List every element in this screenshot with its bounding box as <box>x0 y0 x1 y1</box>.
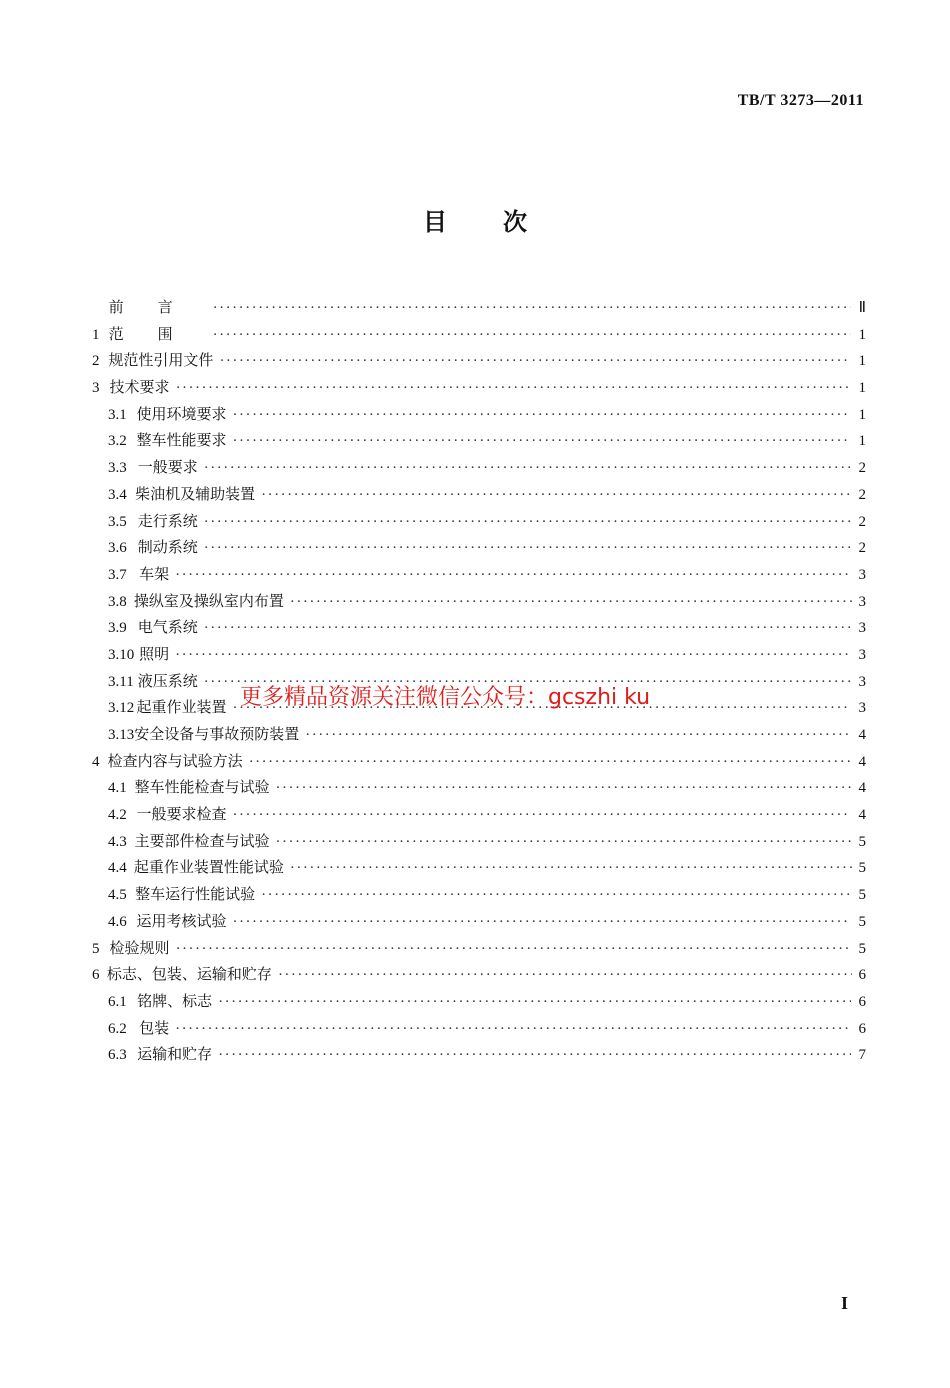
toc-leader-dots <box>276 780 852 797</box>
toc-entry[interactable] <box>92 323 866 350</box>
toc-entry-page: 1 <box>858 380 866 397</box>
watermark-text: 更多精品资源关注微信公众号：gcszhi ku <box>240 685 651 710</box>
toc-entry-number: 6.1 <box>108 993 127 1010</box>
toc-leader-dots <box>218 994 851 1011</box>
toc-entry-number: 3.10 <box>108 646 135 663</box>
toc-entry[interactable] <box>92 590 866 617</box>
toc-entry-label: 范围 <box>108 324 207 343</box>
toc-entry-page: 1 <box>858 406 866 423</box>
toc-leader-dots <box>204 540 851 557</box>
toc-entry-number: 4.4 <box>108 860 127 877</box>
toc-entry-label: 整车性能检查与试验 <box>134 778 270 797</box>
toc-entry[interactable] <box>92 536 866 563</box>
toc-leader-dots <box>219 353 851 370</box>
toc-entry-label: 整车运行性能试验 <box>135 885 256 904</box>
toc-leader-dots <box>305 727 852 744</box>
toc-entry-label: 车架 <box>139 564 170 583</box>
toc-entry[interactable] <box>92 403 866 430</box>
page-number: I <box>840 1293 848 1313</box>
toc-entry-number: 4.6 <box>108 913 127 930</box>
toc-leader-dots <box>290 594 852 611</box>
toc-entry-label: 整车性能要求 <box>136 431 227 450</box>
toc-leader-dots <box>232 914 851 931</box>
toc-entry-page: 1 <box>858 353 866 370</box>
toc-entry-label: 标志、包装、运输和贮存 <box>106 965 272 984</box>
toc-entry-label: 包装 <box>139 1018 170 1037</box>
toc-entry-page: 4 <box>858 807 866 824</box>
toc-entry-label: 照明 <box>139 644 170 663</box>
toc-entry-number: 2 <box>92 353 100 370</box>
toc-entry[interactable] <box>92 776 866 803</box>
toc-entry-number: 3.7 <box>108 566 127 583</box>
toc-entry-label: 主要部件检查与试验 <box>134 831 270 850</box>
toc-entry-number: 4.1 <box>108 780 127 797</box>
toc-entry-label: 规范性引用文件 <box>108 351 214 370</box>
toc-entry-number: 3 <box>92 380 100 397</box>
toc-entry-number: 6.2 <box>108 1020 127 1037</box>
toc-entry-page: 3 <box>858 673 867 690</box>
toc-entry-number: 6.3 <box>108 1047 127 1064</box>
toc-entry-label: 柴油机及辅助装置 <box>135 484 256 503</box>
toc-entry-page: 2 <box>858 513 867 530</box>
toc-entry-number: 5 <box>92 940 100 957</box>
toc-entry-page: 3 <box>858 620 867 637</box>
toc-entry-page: 4 <box>858 780 866 797</box>
toc-leader-dots <box>249 754 852 771</box>
toc-leader-dots <box>175 647 850 664</box>
toc-entry-number: 3.11 <box>108 673 134 690</box>
toc-entry-number: 3.12 <box>108 700 135 717</box>
toc-entry-number: 3.8 <box>108 593 127 610</box>
toc-entry[interactable] <box>92 750 866 777</box>
toc-entry-number: 3.9 <box>108 620 127 637</box>
toc-leader-dots <box>261 487 852 504</box>
toc-entry[interactable] <box>92 429 866 456</box>
toc-leader-dots <box>176 941 851 958</box>
toc-leader-dots <box>213 327 851 344</box>
toc-entry-number: 3.3 <box>108 460 127 477</box>
toc-entry[interactable] <box>92 963 866 990</box>
toc-entry[interactable] <box>92 563 866 590</box>
toc-entry-page: 6 <box>858 1020 866 1037</box>
toc-entry-label: 液压系统 <box>137 671 198 690</box>
toc-entry[interactable] <box>92 856 866 883</box>
toc-entry[interactable] <box>92 1043 866 1070</box>
toc-entry-number: 4 <box>92 753 100 770</box>
toc-entry[interactable] <box>92 830 866 857</box>
toc-entry-label: 运用考核试验 <box>136 911 227 930</box>
toc-title <box>0 202 950 237</box>
toc-entry-number: 3.4 <box>108 486 127 503</box>
toc-entry-label: 技术要求 <box>109 378 170 397</box>
toc-entry[interactable] <box>92 376 866 403</box>
toc-leader-dots <box>213 300 851 317</box>
toc-leader-dots <box>175 567 850 584</box>
toc-leader-dots <box>232 407 851 424</box>
toc-entry-page: 5 <box>858 940 866 957</box>
toc-leader-dots <box>290 860 852 877</box>
toc-leader-dots <box>218 1047 851 1064</box>
toc-entry-label: 一般要求 <box>137 458 198 477</box>
toc-entry-page: 5 <box>858 887 866 904</box>
toc-entry-label: 检查内容与试验方法 <box>107 751 243 770</box>
toc-entry-page: 2 <box>858 486 866 503</box>
toc-entry[interactable] <box>92 349 866 376</box>
toc-entry-page: 1 <box>858 326 866 343</box>
toc-entry[interactable] <box>92 723 866 750</box>
toc-entry-number: 3.6 <box>108 540 127 557</box>
toc-entry-number: 6 <box>92 967 100 984</box>
toc-entry-number: 3.13 <box>108 727 135 743</box>
toc-entry-page: 4 <box>858 727 866 743</box>
toc-entry-page: 4 <box>858 753 866 770</box>
toc-entry-label: 起重作业装置 <box>136 698 227 717</box>
toc-entry[interactable] <box>92 296 866 323</box>
toc-entry-label: 检验规则 <box>109 938 170 957</box>
toc-entry-page: Ⅱ <box>858 300 866 316</box>
toc-entry[interactable] <box>92 883 866 910</box>
toc-entry-number: 4.5 <box>108 887 127 904</box>
toc-entry-page: 3 <box>858 566 866 583</box>
toc-leader-dots <box>204 514 851 531</box>
toc-entry[interactable] <box>92 910 866 937</box>
toc-leader-dots <box>261 887 852 904</box>
toc-entry-label: 起重作业装置性能试验 <box>133 858 284 877</box>
toc-entry-number: 4.2 <box>108 807 127 824</box>
toc-entry-label: 一般要求检查 <box>136 805 227 824</box>
toc-entry-page: 3 <box>858 700 866 717</box>
toc-entry-page: 3 <box>858 593 866 610</box>
toc-entry-label: 铭牌、标志 <box>137 991 213 1010</box>
toc-entry-page: 6 <box>858 993 866 1010</box>
toc-leader-dots <box>204 460 851 477</box>
toc-leader-dots <box>176 380 851 397</box>
toc-entry-page: 5 <box>858 860 866 877</box>
toc-entry-page: 1 <box>858 433 866 450</box>
toc-entry[interactable] <box>92 990 866 1017</box>
toc-entry-label: 制动系统 <box>137 538 198 557</box>
toc-entry[interactable] <box>92 937 866 964</box>
toc-entry[interactable] <box>92 483 866 510</box>
toc-entry-page: 7 <box>858 1047 866 1064</box>
toc-leader-dots <box>204 620 851 637</box>
toc-entry-number: 3.2 <box>108 433 127 450</box>
toc-entry-label: 电气系统 <box>137 618 198 637</box>
toc-entry-label: 运输和贮存 <box>137 1045 213 1064</box>
toc-entry[interactable] <box>92 616 866 643</box>
toc-leader-dots <box>278 967 852 984</box>
toc-entry[interactable] <box>92 510 866 537</box>
toc-entry-page: 2 <box>858 460 867 477</box>
toc-entry-number: 4.3 <box>108 833 127 850</box>
toc-entry[interactable] <box>92 456 866 483</box>
toc-leader-dots <box>232 807 851 824</box>
toc-entry-page: 6 <box>858 967 866 984</box>
toc-leader-dots <box>175 1021 850 1038</box>
toc-title-char-1: 目 <box>423 208 447 236</box>
toc-entry[interactable] <box>92 803 866 830</box>
toc-entry[interactable] <box>92 643 866 670</box>
toc-entry-number: 3.1 <box>108 406 127 423</box>
toc-entry-label: 走行系统 <box>137 511 198 530</box>
toc-entry-page: 5 <box>858 913 866 930</box>
toc-entry-page: 5 <box>858 833 866 850</box>
toc-entry-label: 安全设备与事故预防装置 <box>134 725 300 743</box>
toc-leader-dots <box>232 433 851 450</box>
toc-entry-page: 3 <box>858 646 866 663</box>
toc-entry-page: 2 <box>858 540 867 557</box>
toc-entry[interactable] <box>92 1017 866 1044</box>
toc-leader-dots <box>276 834 852 851</box>
toc-title-char-2: 次 <box>503 208 527 236</box>
toc-entry-label: 前言 <box>108 298 207 316</box>
toc-entry-label: 使用环境要求 <box>136 404 227 423</box>
toc-entry-number: 1 <box>92 326 100 343</box>
toc-entry-label: 操纵室及操纵室内布置 <box>133 591 284 610</box>
toc-entry-number: 3.5 <box>108 513 127 530</box>
document-code: TB/T 3273—2011 <box>737 92 864 109</box>
